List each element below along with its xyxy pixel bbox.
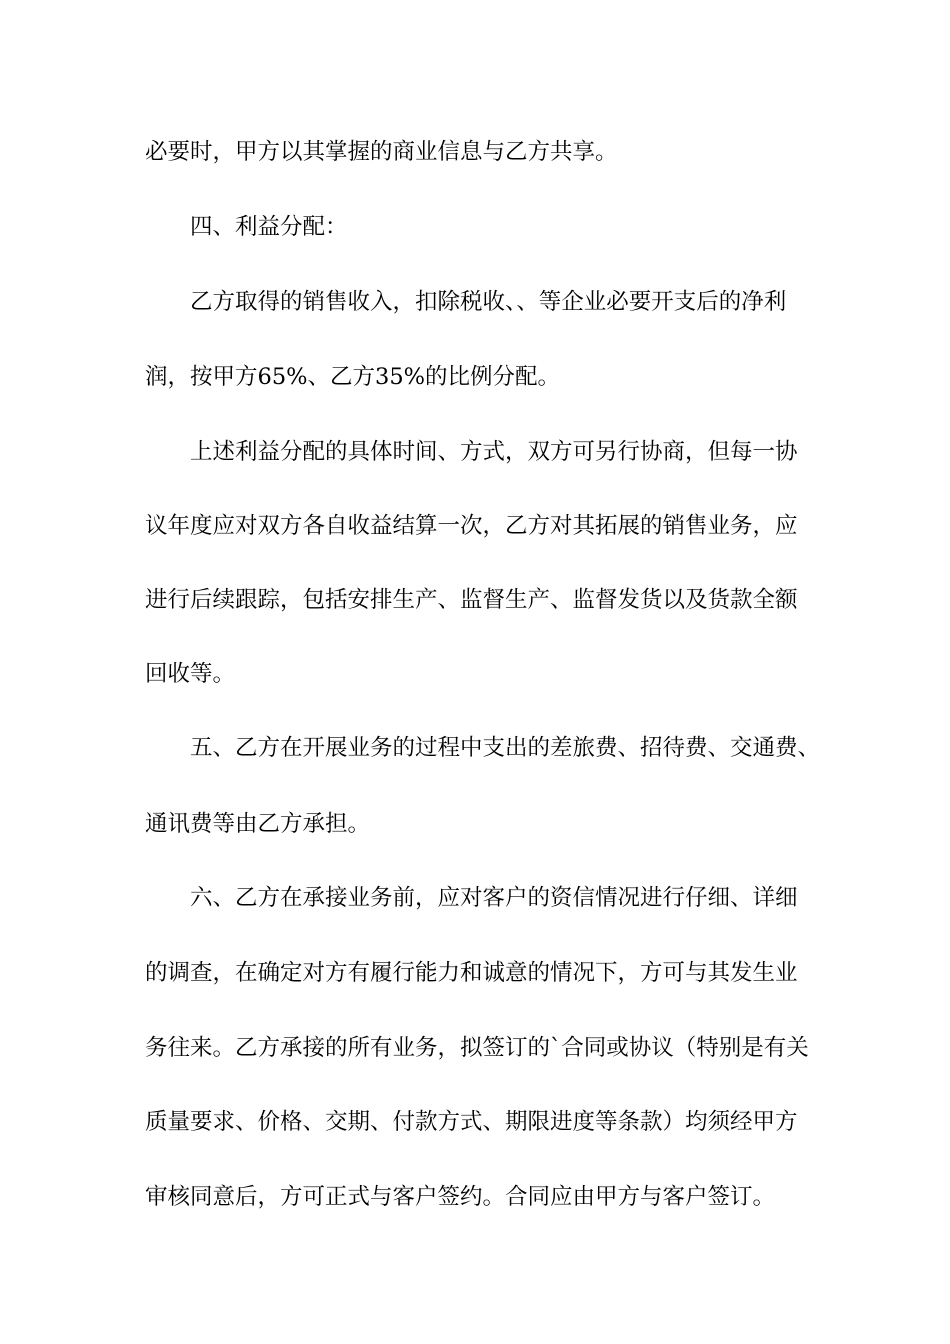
section-heading: 四、利益分配：: [190, 214, 348, 240]
paragraph-line: 的调查，在确定对方有履行能力和诚意的情况下，方可与其发生业: [145, 960, 798, 986]
paragraph-line: 议年度应对双方各自收益结算一次，乙方对其拓展的销售业务，应: [145, 513, 798, 539]
paragraph-line: 上述利益分配的具体时间、方式，双方可另行协商，但每一协: [190, 439, 798, 465]
paragraph-line: 五、乙方在开展业务的过程中支出的差旅费、招待费、交通费、: [190, 735, 821, 761]
paragraph-line: 质量要求、价格、交期、付款方式、期限进度等条款）均须经甲方: [145, 1109, 798, 1135]
paragraph-line: 必要时，甲方以其掌握的商业信息与乙方共享。: [145, 139, 618, 165]
paragraph-line: 进行后续跟踪，包括安排生产、监督生产、监督发货以及货款全额: [145, 587, 798, 613]
paragraph-line: 通讯费等由乙方承担。: [145, 811, 371, 837]
paragraph-line: 六、乙方在承接业务前，应对客户的资信情况进行仔细、详细: [190, 885, 798, 911]
paragraph-line: 乙方取得的销售收入，扣除税收、、等企业必要开支后的净利: [190, 289, 787, 315]
paragraph-line: 润，按甲方65%、乙方35%的比例分配。: [145, 364, 561, 390]
paragraph-line: 回收等。: [145, 661, 236, 687]
paragraph-line: 审核同意后，方可正式与客户签约。合同应由甲方与客户签订。: [145, 1184, 776, 1210]
paragraph-line: 务往来。乙方承接的所有业务，拟签订的`合同或协议（特别是有关: [145, 1035, 809, 1061]
